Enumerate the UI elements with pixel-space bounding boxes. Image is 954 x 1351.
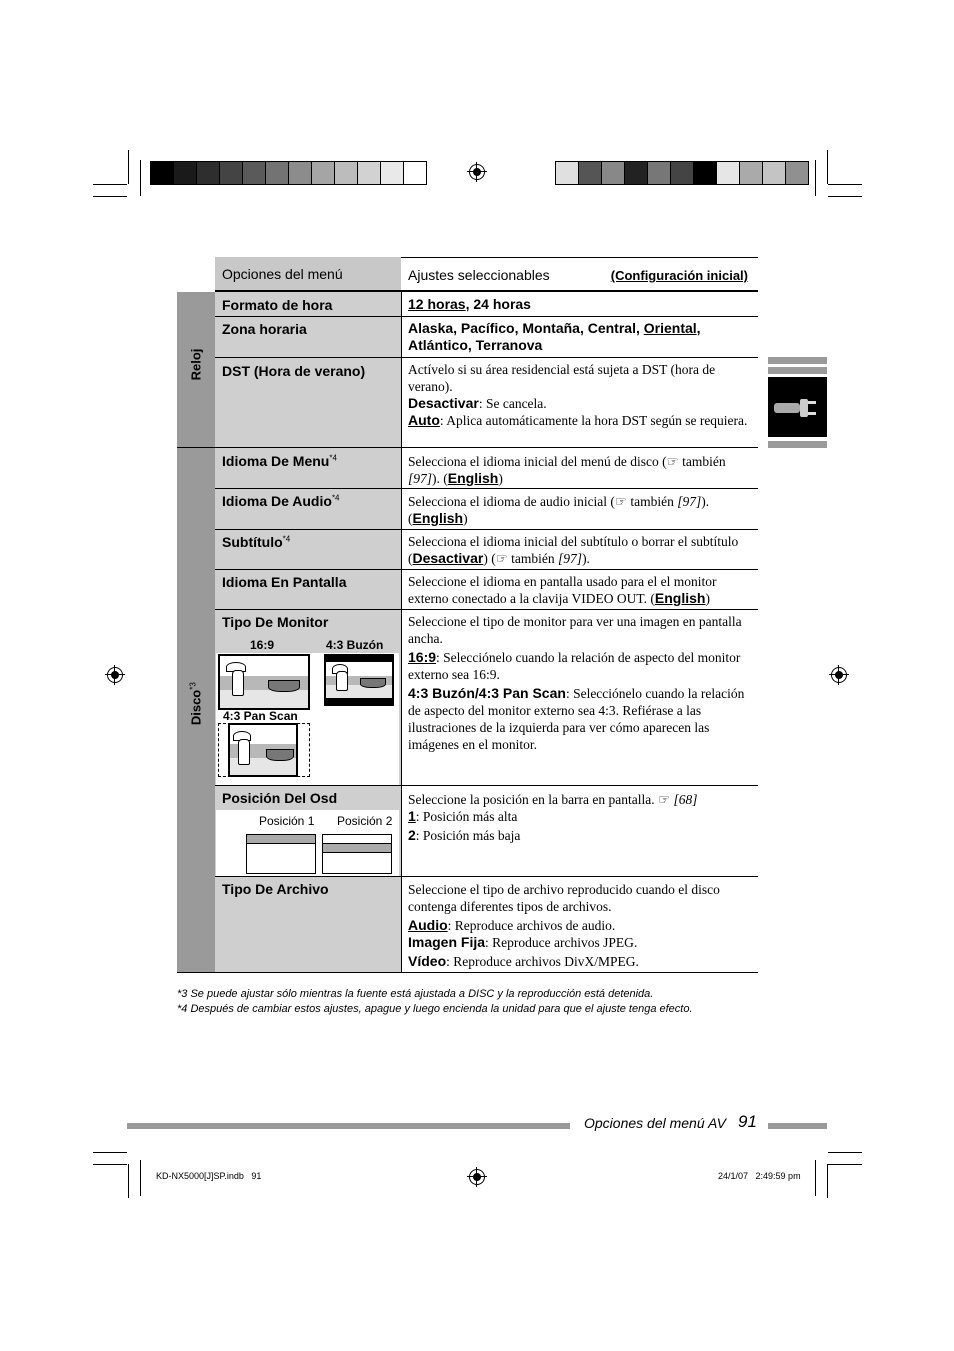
crop-mark xyxy=(93,1152,127,1153)
row-idioma-audio-desc: Selecciona el idioma de audio inicial (☞ también [97]). (English) xyxy=(408,494,710,526)
monitor-illustration xyxy=(216,638,399,785)
row-idioma-menu-desc: Selecciona el idioma inicial del menú de disco (☞ también [97]). (English) xyxy=(408,454,726,486)
registration-mark-icon xyxy=(831,667,847,683)
row-divider xyxy=(215,876,758,877)
row-archivo-desc: Seleccione el tipo de archivo reproducido cuando el disco contenga diferentes tipos de archivos. Audio: Reproduce archivos de audio. Imagen Fija: Reproduce archivos JPEG. Vídeo: Reproduce archivos DivX/MPEG. xyxy=(408,882,720,969)
column-divider xyxy=(401,292,402,972)
header-col-options xyxy=(215,257,401,290)
row-divider xyxy=(215,488,758,489)
footnote-3: *3 Se puede ajustar sólo mientras la fuente está ajustada a DISC y la reproducción está detenida. xyxy=(177,988,654,1000)
row-idioma-audio-label: Idioma De Audio$^{*4}$ xyxy=(215,489,401,529)
print-file-name: KD-NX5000[J]SP.indb 91 xyxy=(156,1171,262,1181)
crop-mark xyxy=(128,150,129,184)
row-divider xyxy=(215,529,758,530)
osd-pos1-label: Posición 1 xyxy=(259,814,315,828)
illus-label-buzon: 4:3 Buzón xyxy=(326,638,384,652)
registration-mark-icon xyxy=(469,1169,485,1185)
row-idioma-pantalla-desc: Seleccione el idioma en pantalla usado para el el monitor externo conectado a la clavija VIDEO OUT. (English) xyxy=(408,574,717,606)
crop-mark xyxy=(815,1160,816,1196)
row-osd-desc: Seleccione la posición en la barra en pantalla. ☞ [68] 1: Posición más alta 2: Posición más baja xyxy=(408,792,698,843)
print-date: 24/1/07 2:49:59 pm xyxy=(718,1171,801,1181)
footnote-4: *4 Después de cambiar estos ajustes, apague y luego encienda la unidad para que el ajuste tenga efecto. xyxy=(177,1003,693,1015)
color-calibration-strip xyxy=(555,161,809,185)
row-divider xyxy=(177,972,758,973)
crop-mark xyxy=(828,196,862,197)
crop-mark xyxy=(140,160,141,196)
color-calibration-strip xyxy=(150,161,427,185)
row-dst-desc: Actívelo si su área residencial está sujeta a DST (hora de verano). Desactivar: Se cancela. Auto: Aplica automáticamente la hora DST según se requiera. xyxy=(408,362,748,428)
header-label: Opciones del menú xyxy=(222,266,343,282)
row-divider xyxy=(177,447,758,448)
footer-bar-left xyxy=(127,1123,570,1129)
footer-section-title: Opciones del menú AV xyxy=(584,1115,726,1131)
crop-mark xyxy=(93,196,127,197)
crop-mark xyxy=(827,150,828,184)
side-tab-bar xyxy=(768,441,827,448)
row-monitor-label: Tipo De Monitor 16:9 4:3 Buzón 4:3 Pan Scan xyxy=(215,610,401,785)
osd-illustration xyxy=(216,810,399,876)
row-divider xyxy=(215,357,758,358)
side-tab-bar xyxy=(768,357,827,364)
row-divider xyxy=(215,316,758,317)
header-label: Ajustes seleccionables xyxy=(408,267,550,283)
row-monitor-desc: Seleccione el tipo de monitor para ver una imagen en pantalla ancha. 16:9: Selecciónelo cuando la relación de aspecto del monitor externo sea 16:9. 4:3 Buzón/4:3 Pan Scan: Selecciónelo cuando la relación de aspecto del monitor externo sea 4:3. Refiérase a las ilustraciones de la izquierda para ver cómo aparecen las imágenes en el monitor. xyxy=(408,614,745,752)
osd-pos2-label: Posición 2 xyxy=(337,814,393,828)
row-idioma-menu-label: Idioma De Menu$^{*4}$ xyxy=(215,448,401,488)
category-label: Disco$^{*3}$ xyxy=(188,682,204,726)
illus-screen-buzon xyxy=(324,654,394,706)
crop-mark xyxy=(93,184,127,185)
crop-mark xyxy=(140,1160,141,1196)
row-subtitulo-desc: Selecciona el idioma inicial del subtítulo o borrar el subtítulo (Desactivar) (☞ también [97]). xyxy=(408,534,739,566)
category-reloj xyxy=(177,292,215,447)
registration-mark-icon xyxy=(107,667,123,683)
footer-bar-right xyxy=(768,1123,827,1129)
row-archivo-label: Tipo De Archivo xyxy=(215,877,401,972)
crop-mark xyxy=(93,1164,127,1165)
crop-mark xyxy=(815,160,816,196)
crop-mark xyxy=(828,1152,862,1153)
illus-screen-panscan xyxy=(228,723,298,777)
row-formato-desc: 12 horas, 24 horas xyxy=(408,296,531,312)
illus-label-panscan: 4:3 Pan Scan xyxy=(223,709,298,723)
header-col-settings xyxy=(401,257,758,291)
row-divider xyxy=(215,609,758,610)
crop-mark xyxy=(128,1164,129,1198)
osd-screen-1 xyxy=(246,834,316,874)
row-subtitulo-label: Subtítulo$^{*4}$ xyxy=(215,530,401,569)
category-disco xyxy=(177,448,215,972)
row-idioma-pantalla-label: Idioma En Pantalla xyxy=(215,570,401,609)
crop-mark xyxy=(828,184,862,185)
row-divider xyxy=(215,569,758,570)
row-zona-desc: Alaska, Pacífico, Montaña, Central, Oriental, Atlántico, Terranova xyxy=(408,320,701,353)
osd-screen-2 xyxy=(322,834,392,874)
row-zona-label: Zona horaria xyxy=(215,317,401,357)
category-label: Reloj xyxy=(188,348,204,381)
registration-mark-icon xyxy=(469,164,485,180)
row-formato-label: Formato de hora xyxy=(215,292,401,316)
row-osd-label: Posición Del Osd Posición 1 Posición 2 xyxy=(215,786,401,876)
crop-mark xyxy=(827,1164,828,1198)
illus-label-169: 16:9 xyxy=(250,638,275,652)
header-default-label: (Configuración inicial) xyxy=(610,268,748,283)
side-tab xyxy=(768,377,827,437)
page-number: 91 xyxy=(738,1112,757,1131)
crop-mark xyxy=(828,1164,862,1165)
side-tab-bar xyxy=(768,367,827,374)
row-divider xyxy=(215,785,758,786)
plug-icon xyxy=(768,377,827,437)
illus-screen-169 xyxy=(218,654,310,710)
row-dst-label: DST (Hora de verano) xyxy=(215,358,401,447)
